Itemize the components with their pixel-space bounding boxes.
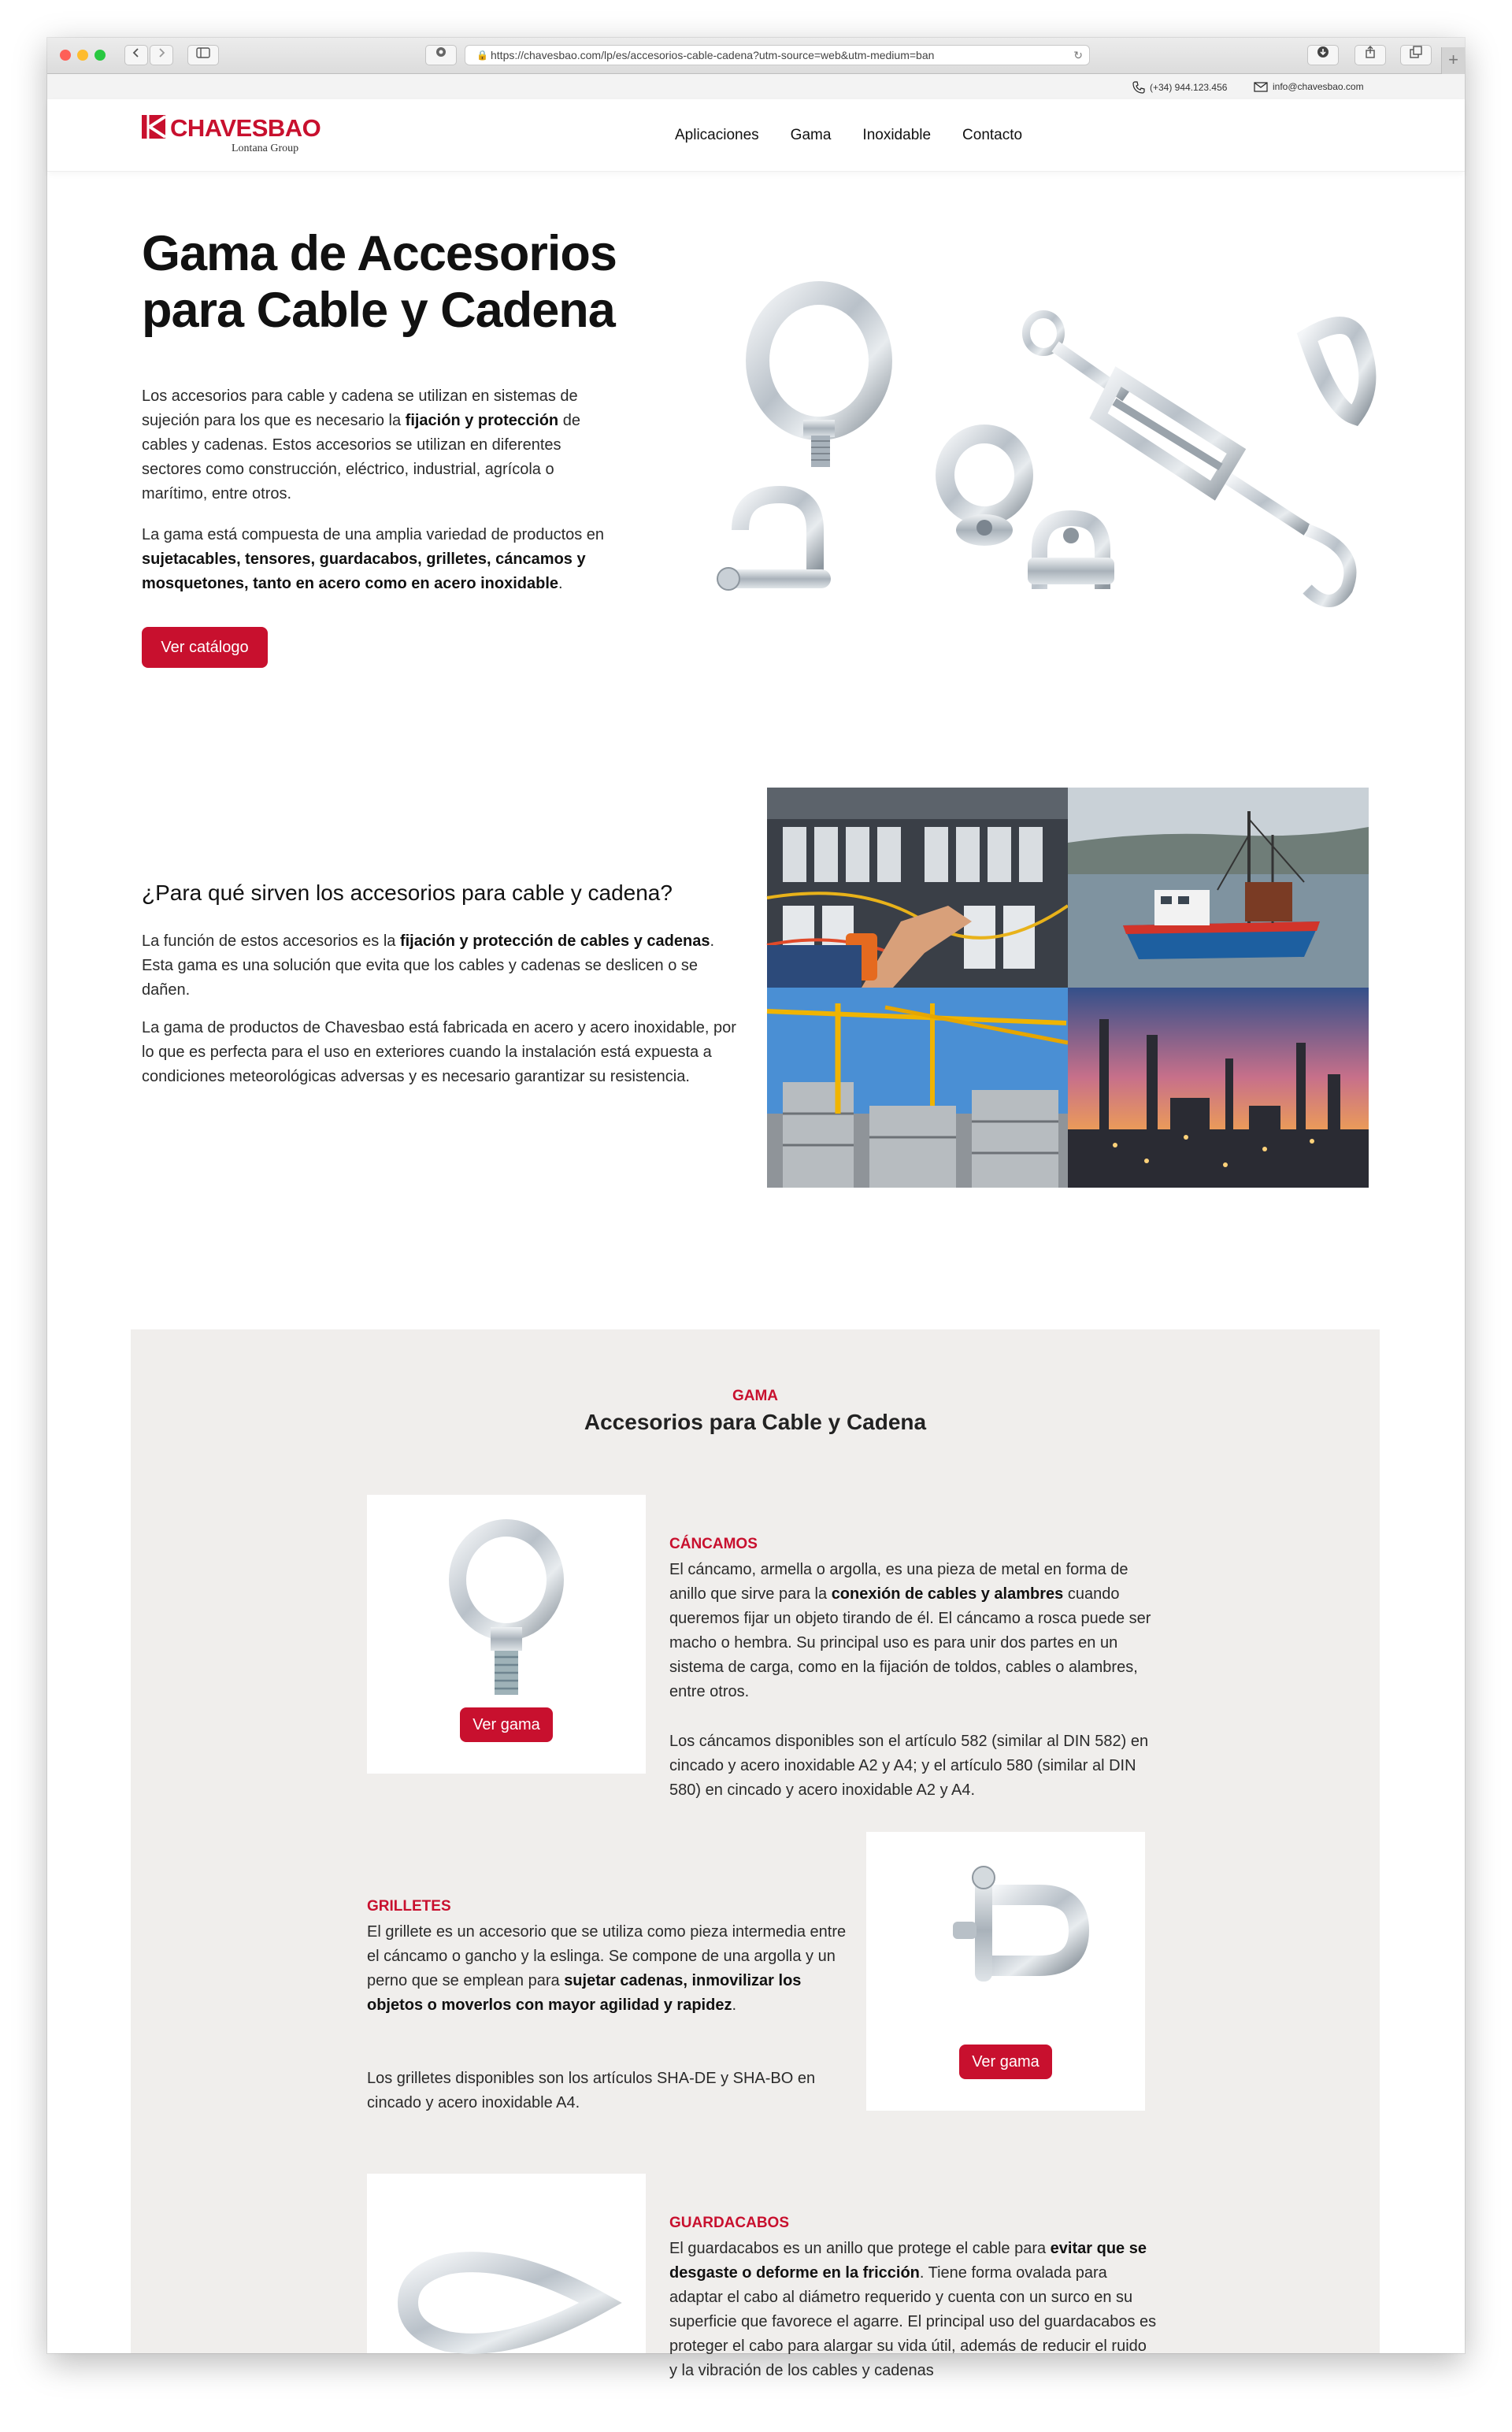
new-tab-button[interactable]: + [1441, 47, 1465, 74]
grilletes-ver-gama-button[interactable]: Ver gama [959, 2045, 1052, 2079]
grilletes-paragraph-2: Los grilletes disponibles son los artículos SHA-DE y SHA-BO en cincado y acero inoxidable A4. [367, 2070, 816, 2111]
back-button[interactable] [124, 45, 148, 65]
close-window-button[interactable] [60, 50, 71, 61]
hero-title [142, 225, 709, 339]
bold-span: evitar que se desgaste o deforme en la fricción [669, 2240, 1147, 2282]
phone-link[interactable] [1132, 81, 1227, 94]
applications-image-grid [767, 788, 1369, 1188]
guardacabos-card [367, 2174, 646, 2353]
contact-bar [47, 74, 1465, 99]
browser-toolbar [47, 38, 1465, 74]
eye-bolt-icon [439, 1517, 573, 1698]
tabs-overview-button[interactable] [1400, 45, 1432, 65]
main-nav [675, 99, 1022, 172]
logo-mark-icon [142, 115, 165, 139]
browser-window [47, 38, 1465, 2379]
bold-span: conexión de cables y alambres [831, 1585, 1064, 1603]
text-span: El grillete es un accesorio que se utiliza como pieza intermedia entre el cáncamo o gancho y la eslinga. Se compone de una argolla y un perno que se emplean para [367, 1923, 847, 1989]
nav-aplicaciones[interactable]: Aplicaciones [675, 127, 759, 143]
construction-crane-icon [767, 988, 1068, 1188]
bold-span: fijación y protección [405, 412, 559, 429]
email-link[interactable] [1254, 81, 1364, 92]
text-span: El guardacabos es un anillo que protege el cable para [669, 2240, 1051, 2257]
cancamos-paragraph-1 [669, 1558, 1158, 1704]
sidebar-toggle-button[interactable] [187, 45, 219, 65]
address-bar[interactable] [465, 45, 1090, 65]
url-text: https://chavesbao.com/lp/es/accesorios-cable-cadena?utm-source=web&utm-medium=ban [491, 49, 935, 61]
gama-title: Accesorios para Cable y Cadena [584, 1410, 927, 1434]
shield-icon [435, 46, 447, 58]
grilletes-title: GRILLETES [367, 1898, 451, 1915]
maritime-sector-image [1068, 788, 1369, 988]
chevron-left-icon [132, 47, 140, 58]
hero-paragraph-1 [142, 384, 622, 506]
cancamos-ver-gama-button[interactable]: Ver gama [460, 1707, 553, 1742]
electrical-sector-image [767, 788, 1068, 988]
eye-nut-icon [945, 434, 1024, 546]
guardacabos-title: GUARDACABOS [669, 2215, 789, 2231]
text-span: de cables y cadenas. Estos accesorios se utilizan en diferentes sectores como construcción, eléctrico, industrial, agrícola o marítimo, entre otros. [142, 412, 580, 502]
grilletes-paragraph-1 [367, 1920, 847, 2018]
downloads-button[interactable] [1307, 45, 1339, 65]
fishing-boat-icon [1068, 788, 1369, 988]
thimble-icon [1307, 325, 1367, 416]
download-icon [1317, 46, 1329, 58]
text-span: El cáncamo, armella o argolla, es una pieza de metal en forma de anillo que sirve para la [669, 1561, 1128, 1603]
guardacabos-paragraph-1 [669, 2237, 1158, 2383]
cancamos-card [367, 1495, 646, 1774]
text-span: La función de estos accesorios es la [142, 932, 400, 950]
hero-title-line-2: para Cable y Cadena [142, 283, 615, 338]
site-header [47, 99, 1465, 172]
text-span: . [558, 575, 563, 592]
tabs-icon [1410, 46, 1422, 58]
privacy-report-button[interactable] [425, 45, 457, 65]
refinery-icon [1068, 988, 1369, 1188]
hero-title-line-1: Gama de Accesorios [142, 226, 617, 281]
share-button[interactable] [1354, 45, 1386, 65]
shackle-icon [921, 1863, 1095, 1997]
bold-span: fijación y protección de cables y cadenas [399, 932, 710, 950]
text-span: . Tiene forma ovalada para adaptar el cabo al diámetro requerido y cuenta con un surco en su superficie que favorece el agarre. El principal uso del guardacabos es proteger el cabo para alargar su vida útil, además de reducir el ruido y la vibración de los cables y cadenas [669, 2264, 1157, 2379]
reload-icon[interactable]: ↻ [1073, 49, 1083, 61]
chevron-right-icon [158, 47, 165, 58]
phone-icon [1132, 81, 1145, 94]
uses-section-title: ¿Para qué sirven los accesorios para cable y cadena? [142, 880, 673, 905]
logo-text: CHAVESBAO [170, 114, 321, 142]
gama-section [131, 1329, 1380, 2379]
lock-icon: 🔒 [476, 50, 488, 61]
industrial-sector-image [1068, 988, 1369, 1188]
bold-span: sujetar cadenas, inmovilizar los objetos o moverlos con mayor agilidad y rapidez [367, 1972, 802, 2014]
zoom-window-button[interactable] [94, 50, 106, 61]
email-text: info@chavesbao.com [1273, 81, 1364, 92]
minimize-window-button[interactable] [77, 50, 88, 61]
cancamos-paragraph-2: Los cáncamos disponibles son el artículo 582 (similar al DIN 582) en cincado y acero inoxidable A2 y A4; y el artículo 580 (similar al DIN 580) en cincado y acero inoxidable A2 y A4. [669, 1733, 1149, 1799]
construction-sector-image [767, 988, 1068, 1188]
electrical-panel-icon [767, 788, 1068, 988]
nav-inoxidable[interactable]: Inoxidable [862, 127, 932, 143]
mail-icon [1254, 82, 1268, 92]
hero-products-image [685, 258, 1410, 668]
text-span: La gama está compuesta de una amplia variedad de productos en [142, 526, 605, 543]
nav-contacto[interactable]: Contacto [962, 127, 1023, 143]
nav-gama[interactable]: Gama [790, 127, 832, 143]
share-icon [1364, 46, 1377, 58]
hero-paragraph-2 [142, 523, 638, 596]
gama-eyebrow: GAMA [732, 1388, 779, 1404]
text-span: . [732, 1996, 737, 2014]
uses-paragraph-2: La gama de productos de Chavesbao está fabricada en acero y acero inoxidable, por lo que es perfecta para el uso en exteriores cuando la instalación está expuesta a condiciones meteorológicas adversas y es necesario garantizar su resistencia. [142, 1019, 736, 1085]
text-span: . Esta gama es una solución que evita que los cables y cadenas se deslicen o se dañen. [142, 932, 715, 999]
thimble-icon [400, 2252, 613, 2353]
text-span: Los accesorios para cable y cadena se utilizan en sistemas de sujeción para los que es necesario la [142, 387, 578, 429]
bold-span: sujetacables, tensores, guardacabos, grilletes, cáncamos y mosquetones, tanto en acero como en acero inoxidable [142, 551, 586, 592]
forward-button[interactable] [150, 45, 173, 65]
phone-text: (+34) 944.123.456 [1150, 82, 1228, 93]
sidebar-icon [196, 47, 210, 58]
shackle-icon [717, 495, 831, 590]
uses-paragraph-1 [142, 929, 748, 1003]
cancamos-title: CÁNCAMOS [669, 1536, 758, 1552]
text-span: cuando queremos fijar un objeto tirando de él. El cáncamo a rosca puede ser macho o hembra. Su principal uso es para unir dos partes en un sistema de carga, como en la fijación de toldos, cables o alambres, entre otros. [669, 1585, 1151, 1700]
wire-rope-clip-icon [1028, 518, 1114, 589]
logo-subtitle: Lontana Group [232, 143, 299, 154]
grilletes-card [866, 1832, 1145, 2111]
ver-catalogo-button[interactable]: Ver catálogo [142, 627, 268, 668]
eye-bolt-icon [758, 293, 880, 467]
